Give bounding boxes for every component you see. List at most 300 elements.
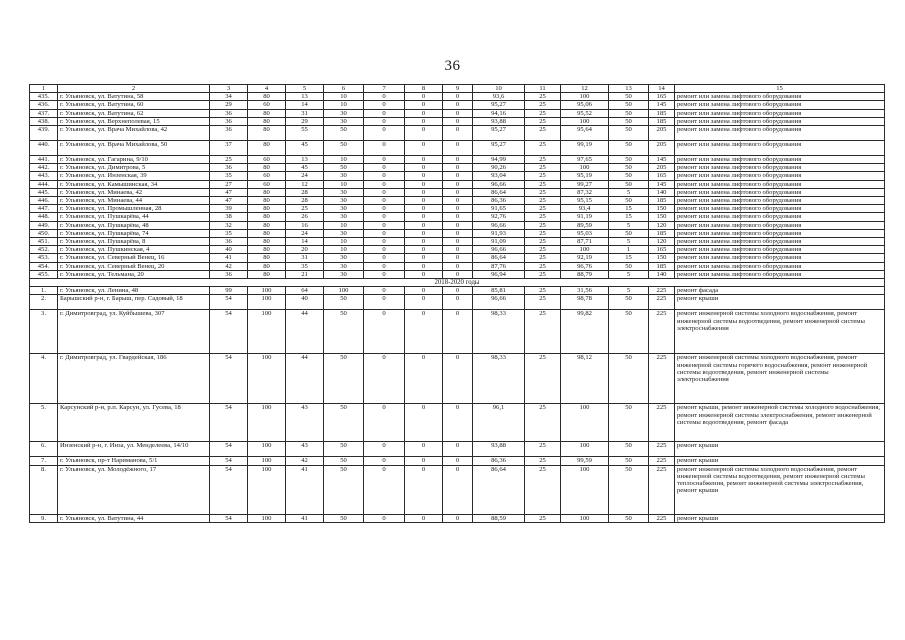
col-4-cell: 80	[248, 205, 286, 213]
address-cell: г. Ульяновск, ул. Северный Венец, 20	[58, 262, 210, 270]
address-cell: г. Ульяновск, ул. Ватутина, 44	[58, 514, 210, 522]
col-8-cell: 0	[405, 295, 443, 310]
table-row	[30, 172, 885, 180]
address-cell: г. Ульяновск, ул. Пушкарёва, 74	[58, 229, 210, 237]
col-5-cell: 55	[286, 126, 324, 141]
work-type-cell: ремонт фасада	[675, 287, 885, 295]
row-number-cell: 3.	[30, 310, 58, 354]
table-row	[30, 514, 885, 522]
address-cell: г. Ульяновск, ул. Промышленная, 28	[58, 205, 210, 213]
work-type-cell: ремонт или замена лифтового оборудования	[675, 109, 885, 117]
column-header-9: 9	[443, 85, 473, 93]
col-3-cell: 41	[210, 254, 248, 262]
col-4-cell: 80	[248, 197, 286, 205]
col-3-cell: 36	[210, 126, 248, 141]
col-7-cell: 0	[364, 172, 405, 180]
col-7-cell: 0	[364, 246, 405, 254]
col-3-cell: 40	[210, 246, 248, 254]
col-11-cell: 25	[525, 188, 561, 196]
col-11-cell: 25	[525, 101, 561, 109]
col-11-cell: 25	[525, 287, 561, 295]
col-3-cell: 42	[210, 262, 248, 270]
table-row	[30, 442, 885, 457]
col-8-cell: 0	[405, 221, 443, 229]
col-14-cell: 225	[649, 457, 675, 465]
col-12-cell: 95,19	[561, 172, 609, 180]
col-12-cell: 91,19	[561, 213, 609, 221]
col-14-cell: 120	[649, 221, 675, 229]
col-5-cell: 21	[286, 270, 324, 278]
col-7-cell: 0	[364, 442, 405, 457]
col-14-cell: 185	[649, 262, 675, 270]
col-8-cell: 0	[405, 156, 443, 164]
col-10-cell: 95,27	[473, 101, 525, 109]
col-8-cell: 0	[405, 310, 443, 354]
col-6-cell: 10	[324, 156, 364, 164]
col-3-cell: 36	[210, 270, 248, 278]
row-number-cell: 8.	[30, 465, 58, 514]
col-11-cell: 25	[525, 213, 561, 221]
col-13-cell: 50	[609, 93, 649, 101]
col-14-cell: 150	[649, 254, 675, 262]
col-9-cell: 0	[443, 262, 473, 270]
table-row	[30, 117, 885, 125]
col-4-cell: 100	[248, 514, 286, 522]
col-12-cell: 95,52	[561, 109, 609, 117]
col-11-cell: 25	[525, 164, 561, 172]
work-type-cell: ремонт или замена лифтового оборудования	[675, 229, 885, 237]
col-9-cell: 0	[443, 287, 473, 295]
col-8-cell: 0	[405, 205, 443, 213]
row-number-cell: 455.	[30, 270, 58, 278]
work-type-cell: ремонт крыши	[675, 295, 885, 310]
col-12-cell: 100	[561, 404, 609, 442]
col-8-cell: 0	[405, 514, 443, 522]
col-11-cell: 25	[525, 180, 561, 188]
col-12-cell: 92,19	[561, 254, 609, 262]
work-type-cell: ремонт или замена лифтового оборудования	[675, 221, 885, 229]
col-14-cell: 205	[649, 126, 675, 141]
col-11-cell: 25	[525, 221, 561, 229]
table-row	[30, 141, 885, 156]
col-9-cell: 0	[443, 180, 473, 188]
col-3-cell: 36	[210, 238, 248, 246]
col-5-cell: 31	[286, 109, 324, 117]
col-3-cell: 36	[210, 164, 248, 172]
col-14-cell: 185	[649, 117, 675, 125]
col-8-cell: 0	[405, 117, 443, 125]
col-14-cell: 225	[649, 310, 675, 354]
col-6-cell: 10	[324, 93, 364, 101]
col-3-cell: 34	[210, 93, 248, 101]
work-type-cell: ремонт или замена лифтового оборудования	[675, 156, 885, 164]
col-4-cell: 100	[248, 287, 286, 295]
col-3-cell: 54	[210, 465, 248, 514]
table-row	[30, 354, 885, 404]
col-12-cell: 87,71	[561, 238, 609, 246]
table-row	[30, 229, 885, 237]
col-13-cell: 5	[609, 270, 649, 278]
col-10-cell: 90,26	[473, 164, 525, 172]
col-13-cell: 50	[609, 404, 649, 442]
col-12-cell: 97,65	[561, 156, 609, 164]
col-11-cell: 25	[525, 354, 561, 404]
col-6-cell: 50	[324, 295, 364, 310]
col-5-cell: 20	[286, 246, 324, 254]
table-row	[30, 164, 885, 172]
col-14-cell: 225	[649, 354, 675, 404]
col-7-cell: 0	[364, 295, 405, 310]
col-5-cell: 26	[286, 213, 324, 221]
col-8-cell: 0	[405, 246, 443, 254]
col-5-cell: 28	[286, 188, 324, 196]
work-type-cell: ремонт или замена лифтового оборудования	[675, 141, 885, 156]
col-6-cell: 50	[324, 465, 364, 514]
col-7-cell: 0	[364, 141, 405, 156]
address-cell: г. Ульяновск, ул. Гагарина, 9/10	[58, 156, 210, 164]
table-row	[30, 246, 885, 254]
col-13-cell: 15	[609, 213, 649, 221]
row-number-cell: 445.	[30, 188, 58, 196]
row-number-cell: 443.	[30, 172, 58, 180]
col-9-cell: 0	[443, 164, 473, 172]
col-14-cell: 165	[649, 93, 675, 101]
col-10-cell: 94,16	[473, 109, 525, 117]
col-7-cell: 0	[364, 310, 405, 354]
col-12-cell: 99,82	[561, 310, 609, 354]
col-4-cell: 80	[248, 93, 286, 101]
col-3-cell: 36	[210, 109, 248, 117]
col-4-cell: 80	[248, 109, 286, 117]
col-8-cell: 0	[405, 180, 443, 188]
col-3-cell: 54	[210, 514, 248, 522]
col-11-cell: 25	[525, 465, 561, 514]
col-9-cell: 0	[443, 465, 473, 514]
address-cell: г. Ульяновск, ул. Тельмана, 20	[58, 270, 210, 278]
col-11-cell: 25	[525, 310, 561, 354]
col-4-cell: 80	[248, 126, 286, 141]
col-9-cell: 0	[443, 109, 473, 117]
col-6-cell: 10	[324, 221, 364, 229]
col-10-cell: 93,88	[473, 442, 525, 457]
col-12-cell: 99,27	[561, 180, 609, 188]
col-3-cell: 54	[210, 295, 248, 310]
work-type-cell: ремонт крыши, ремонт инженерной системы холодного водоснабжения, ремонт инженерной системы электроснабжения, ремонт инженерной системы водоотведения, ремонт фасада	[675, 404, 885, 442]
col-14-cell: 205	[649, 141, 675, 156]
col-4-cell: 80	[248, 213, 286, 221]
col-10-cell: 88,59	[473, 514, 525, 522]
col-8-cell: 0	[405, 126, 443, 141]
address-cell: г. Ульяновск, ул. Пушкинская, 4	[58, 246, 210, 254]
column-header-2: 2	[58, 85, 210, 93]
work-type-cell: ремонт или замена лифтового оборудования	[675, 172, 885, 180]
col-6-cell: 50	[324, 164, 364, 172]
col-3-cell: 39	[210, 205, 248, 213]
column-header-6: 6	[324, 85, 364, 93]
col-8-cell: 0	[405, 238, 443, 246]
col-8-cell: 0	[405, 109, 443, 117]
col-9-cell: 0	[443, 246, 473, 254]
col-5-cell: 24	[286, 172, 324, 180]
work-type-cell: ремонт или замена лифтового оборудования	[675, 197, 885, 205]
col-10-cell: 96,66	[473, 221, 525, 229]
work-type-cell: ремонт или замена лифтового оборудования	[675, 254, 885, 262]
table-row	[30, 262, 885, 270]
col-9-cell: 0	[443, 270, 473, 278]
col-7-cell: 0	[364, 126, 405, 141]
col-13-cell: 5	[609, 221, 649, 229]
col-4-cell: 100	[248, 295, 286, 310]
col-4-cell: 80	[248, 246, 286, 254]
row-number-cell: 451.	[30, 238, 58, 246]
address-cell: г. Ульяновск, ул. Ленина, 48	[58, 287, 210, 295]
col-12-cell: 87,32	[561, 188, 609, 196]
col-10-cell: 95,27	[473, 141, 525, 156]
col-3-cell: 54	[210, 404, 248, 442]
col-10-cell: 96,94	[473, 270, 525, 278]
address-cell: г. Ульяновск, ул. Ватутина, 62	[58, 109, 210, 117]
col-12-cell: 88,79	[561, 270, 609, 278]
col-6-cell: 30	[324, 213, 364, 221]
column-header-1: 1	[30, 85, 58, 93]
table-row	[30, 270, 885, 278]
col-6-cell: 30	[324, 172, 364, 180]
col-5-cell: 12	[286, 180, 324, 188]
work-type-cell: ремонт или замена лифтового оборудования	[675, 180, 885, 188]
col-5-cell: 24	[286, 229, 324, 237]
column-header-14: 14	[649, 85, 675, 93]
column-header-4: 4	[248, 85, 286, 93]
table-row	[30, 465, 885, 514]
col-7-cell: 0	[364, 229, 405, 237]
col-3-cell: 54	[210, 457, 248, 465]
address-cell: г. Ульяновск, ул. Пушкарёва, 8	[58, 238, 210, 246]
col-13-cell: 50	[609, 295, 649, 310]
col-5-cell: 64	[286, 287, 324, 295]
col-13-cell: 50	[609, 229, 649, 237]
col-14-cell: 225	[649, 295, 675, 310]
address-cell: Барышский р-н, г. Барыш, пер. Садовый, 18	[58, 295, 210, 310]
work-type-cell: ремонт или замена лифтового оборудования	[675, 188, 885, 196]
col-6-cell: 30	[324, 254, 364, 262]
col-8-cell: 0	[405, 457, 443, 465]
work-type-cell: ремонт или замена лифтового оборудования	[675, 126, 885, 141]
col-4-cell: 60	[248, 101, 286, 109]
col-9-cell: 0	[443, 197, 473, 205]
col-5-cell: 41	[286, 465, 324, 514]
row-number-cell: 1.	[30, 287, 58, 295]
col-5-cell: 45	[286, 141, 324, 156]
col-7-cell: 0	[364, 205, 405, 213]
col-10-cell: 86,64	[473, 465, 525, 514]
work-type-cell: ремонт крыши	[675, 442, 885, 457]
col-7-cell: 0	[364, 254, 405, 262]
col-4-cell: 80	[248, 141, 286, 156]
work-type-cell: ремонт или замена лифтового оборудования	[675, 101, 885, 109]
column-header-11: 11	[525, 85, 561, 93]
col-6-cell: 50	[324, 457, 364, 465]
table-row	[30, 457, 885, 465]
col-5-cell: 41	[286, 514, 324, 522]
col-9-cell: 0	[443, 310, 473, 354]
col-8-cell: 0	[405, 164, 443, 172]
col-12-cell: 100	[561, 246, 609, 254]
col-13-cell: 5	[609, 287, 649, 295]
col-14-cell: 205	[649, 164, 675, 172]
col-10-cell: 95,27	[473, 126, 525, 141]
work-type-cell: ремонт инженерной системы холодного водоснабжения, ремонт инженерной системы водоотведения, ремонт инженерной системы электроснабжения	[675, 310, 885, 354]
col-12-cell: 98,12	[561, 354, 609, 404]
work-type-cell: ремонт инженерной системы холодного водоснабжения, ремонт инженерной системы водоотведения, ремонт инженерной системы теплоснабжения, ремонт инженерной системы электроснабжения, ремонт крыши	[675, 465, 885, 514]
col-5-cell: 16	[286, 221, 324, 229]
table-row	[30, 197, 885, 205]
col-10-cell: 86,36	[473, 457, 525, 465]
col-7-cell: 0	[364, 197, 405, 205]
col-8-cell: 0	[405, 404, 443, 442]
col-4-cell: 80	[248, 238, 286, 246]
col-7-cell: 0	[364, 270, 405, 278]
col-10-cell: 96,66	[473, 246, 525, 254]
col-10-cell: 86,64	[473, 254, 525, 262]
row-number-cell: 437.	[30, 109, 58, 117]
col-8-cell: 0	[405, 188, 443, 196]
col-9-cell: 0	[443, 205, 473, 213]
col-9-cell: 0	[443, 156, 473, 164]
col-13-cell: 1	[609, 246, 649, 254]
col-10-cell: 85,81	[473, 287, 525, 295]
col-11-cell: 25	[525, 172, 561, 180]
col-11-cell: 25	[525, 295, 561, 310]
col-8-cell: 0	[405, 254, 443, 262]
col-7-cell: 0	[364, 354, 405, 404]
column-header-8: 8	[405, 85, 443, 93]
col-13-cell: 15	[609, 205, 649, 213]
col-5-cell: 13	[286, 93, 324, 101]
col-7-cell: 0	[364, 404, 405, 442]
col-9-cell: 0	[443, 213, 473, 221]
row-number-cell: 435.	[30, 93, 58, 101]
col-6-cell: 10	[324, 238, 364, 246]
col-7-cell: 0	[364, 101, 405, 109]
table-row	[30, 156, 885, 164]
col-6-cell: 30	[324, 270, 364, 278]
col-12-cell: 100	[561, 117, 609, 125]
col-9-cell: 0	[443, 254, 473, 262]
col-11-cell: 25	[525, 197, 561, 205]
row-number-cell: 449.	[30, 221, 58, 229]
col-10-cell: 93,6	[473, 93, 525, 101]
col-14-cell: 140	[649, 270, 675, 278]
col-13-cell: 50	[609, 442, 649, 457]
col-12-cell: 31,56	[561, 287, 609, 295]
address-cell: Карсунский р-н, р.п. Карсун, ул. Гусева, 18	[58, 404, 210, 442]
col-3-cell: 54	[210, 354, 248, 404]
address-cell: г. Ульяновск, ул. Врача Михайлова, 50	[58, 141, 210, 156]
col-14-cell: 140	[649, 188, 675, 196]
column-header-13: 13	[609, 85, 649, 93]
table-row	[30, 238, 885, 246]
col-8-cell: 0	[405, 197, 443, 205]
col-11-cell: 25	[525, 109, 561, 117]
col-10-cell: 96,66	[473, 180, 525, 188]
col-13-cell: 50	[609, 354, 649, 404]
col-5-cell: 43	[286, 442, 324, 457]
col-6-cell: 100	[324, 287, 364, 295]
col-11-cell: 25	[525, 514, 561, 522]
col-3-cell: 38	[210, 213, 248, 221]
col-7-cell: 0	[364, 287, 405, 295]
col-9-cell: 0	[443, 117, 473, 125]
col-10-cell: 86,64	[473, 188, 525, 196]
address-cell: г. Ульяновск, ул. Минаева, 44	[58, 197, 210, 205]
col-13-cell: 50	[609, 101, 649, 109]
col-11-cell: 25	[525, 93, 561, 101]
col-4-cell: 80	[248, 270, 286, 278]
col-12-cell: 96,76	[561, 262, 609, 270]
col-6-cell: 30	[324, 117, 364, 125]
table-body	[30, 85, 885, 523]
row-number-cell: 439.	[30, 126, 58, 141]
col-9-cell: 0	[443, 514, 473, 522]
col-11-cell: 25	[525, 442, 561, 457]
col-11-cell: 25	[525, 404, 561, 442]
row-number-cell: 438.	[30, 117, 58, 125]
col-3-cell: 54	[210, 310, 248, 354]
col-8-cell: 0	[405, 93, 443, 101]
col-12-cell: 95,06	[561, 101, 609, 109]
col-6-cell: 30	[324, 229, 364, 237]
col-7-cell: 0	[364, 221, 405, 229]
col-12-cell: 100	[561, 442, 609, 457]
row-number-cell: 440.	[30, 141, 58, 156]
col-7-cell: 0	[364, 262, 405, 270]
row-number-cell: 454.	[30, 262, 58, 270]
work-type-cell: ремонт инженерной системы холодного водоснабжения, ремонт инженерной системы горячего водоснабжения, ремонт инженерной системы водоотведения, ремонт инженерной системы электроснабжения	[675, 354, 885, 404]
col-4-cell: 60	[248, 180, 286, 188]
col-14-cell: 225	[649, 465, 675, 514]
col-12-cell: 95,64	[561, 126, 609, 141]
col-7-cell: 0	[364, 213, 405, 221]
table-row	[30, 287, 885, 295]
address-cell: г. Ульяновск, ул. Молодёжного, 17	[58, 465, 210, 514]
col-8-cell: 0	[405, 213, 443, 221]
column-header-3: 3	[210, 85, 248, 93]
col-6-cell: 50	[324, 442, 364, 457]
work-type-cell: ремонт или замена лифтового оборудования	[675, 213, 885, 221]
col-10-cell: 98,33	[473, 310, 525, 354]
col-13-cell: 50	[609, 457, 649, 465]
address-cell: г. Ульяновск, ул. Северный Венец, 16	[58, 254, 210, 262]
col-10-cell: 87,76	[473, 262, 525, 270]
col-8-cell: 0	[405, 229, 443, 237]
col-12-cell: 89,59	[561, 221, 609, 229]
col-9-cell: 0	[443, 172, 473, 180]
col-12-cell: 100	[561, 514, 609, 522]
col-13-cell: 50	[609, 514, 649, 522]
col-11-cell: 25	[525, 141, 561, 156]
address-cell: г. Димитровград, ул. Гвардейская, 186	[58, 354, 210, 404]
col-6-cell: 30	[324, 109, 364, 117]
col-13-cell: 15	[609, 254, 649, 262]
col-9-cell: 0	[443, 354, 473, 404]
address-cell: г. Димитровград, ул. Куйбышева, 307	[58, 310, 210, 354]
col-10-cell: 98,33	[473, 354, 525, 404]
col-8-cell: 0	[405, 101, 443, 109]
column-header-10: 10	[473, 85, 525, 93]
col-9-cell: 0	[443, 93, 473, 101]
address-cell: г. Ульяновск, ул. Пушкарёва, 44	[58, 213, 210, 221]
address-cell: г. Ульяновск, ул. Пушкарёва, 48	[58, 221, 210, 229]
